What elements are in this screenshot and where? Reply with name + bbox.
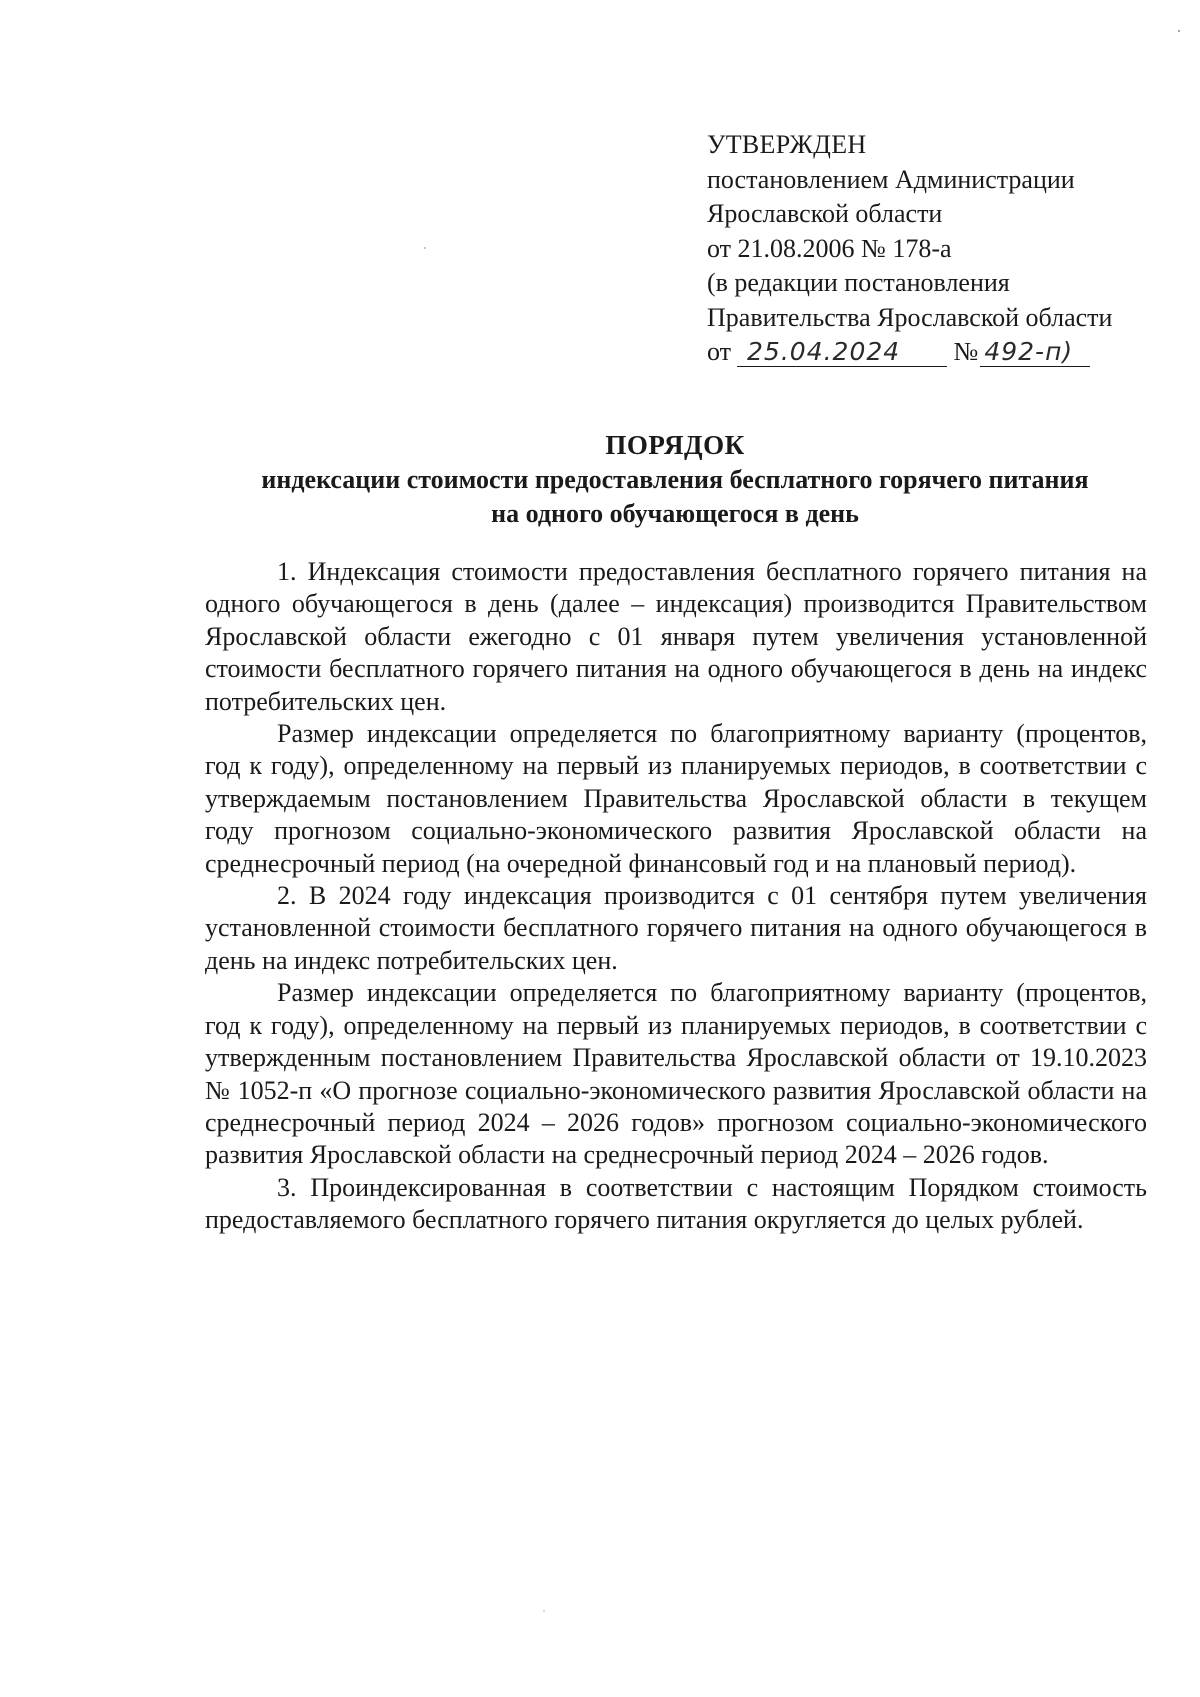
title-subtitle-line-2: на одного обучающегося в день xyxy=(491,499,859,528)
approval-line-2: Ярославской области xyxy=(707,199,943,228)
paragraph-3: 2. В 2024 году индексация производится с 01 сентября путем увеличения установленной стоимости бесплатного горячего питания на одного обучающегося в день на индекс потребительских цен. xyxy=(205,881,1147,975)
title-subtitle-line-1: индексации стоимости предоставления бесплатного горячего питания xyxy=(261,464,1089,494)
approval-line-4: (в редакции постановления xyxy=(707,268,1010,297)
approval-line-3: от 21.08.2006 № 178-а xyxy=(707,233,952,263)
document-title xyxy=(0,428,1200,532)
signed-number-field xyxy=(980,337,1090,367)
signed-date-handwritten: 25.04.2024 xyxy=(747,337,901,366)
approval-line-5: Правительства Ярославской области xyxy=(707,302,1113,332)
paragraph-4: Размер индексации определяется по благоприятному варианту (процентов, год к году), определенному на первый из планируемых периодов, в соответствии с утвержденным постановлением Правительства Ярославской области от 19.10.2023 № 1052-п «О прогнозе социально-экономического развития Ярославской области на среднесрочный период 2024 – 2026 годов» прогнозом социально-экономического развития Ярославской области на среднесрочный период 2024 – 2026 годов. xyxy=(205,978,1147,1170)
signed-number-handwritten: 492-п) xyxy=(984,337,1074,366)
signed-date-field xyxy=(737,337,947,367)
title-main: ПОРЯДОК xyxy=(605,430,745,460)
scan-speck xyxy=(424,247,426,249)
signed-prefix: от xyxy=(707,337,732,366)
paragraph-1: 1. Индексация стоимости предоставления бесплатного горячего питания на одного обучающегося в день (далее – индексация) производится Правительством Ярославской области ежегодно с 01 января путем увеличения установленной стоимости бесплатного горячего питания на одного обучающегося в день на индекс потребительских цен. xyxy=(205,557,1147,716)
paragraph-2: Размер индексации определяется по благоприятному варианту (процентов, год к году), определенному на первый из планируемых периодов, в соответствии с утверждаемым постановлением Правительства Ярославской области в текущем году прогнозом социально-экономического развития Ярославской области на среднесрочный период (на очередной финансовый год и на плановый период). xyxy=(205,719,1147,878)
document-body xyxy=(205,556,1147,1237)
approval-block xyxy=(707,128,1167,370)
scan-speck xyxy=(1178,30,1180,32)
approval-line-1: постановлением Администрации xyxy=(707,164,1075,194)
approval-signed-line xyxy=(707,335,1167,370)
number-sign: № xyxy=(953,337,979,366)
approval-heading: УТВЕРЖДЕН xyxy=(707,130,867,159)
paragraph-5: 3. Проиндексированная в соответствии с настоящим Порядком стоимость предоставляемого бесплатного горячего питания округляется до целых рублей. xyxy=(205,1172,1147,1235)
scan-speck xyxy=(543,1610,545,1612)
